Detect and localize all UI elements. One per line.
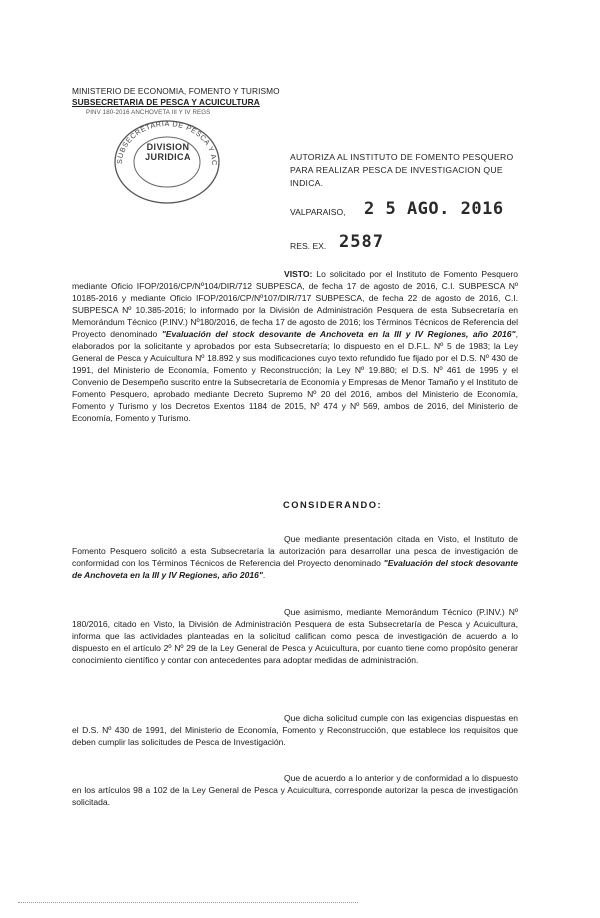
c1-text-a: Que mediante presentación citada en Visto, el Instituto de Fomento Pesquero solicitó a esta Subsecretaría la autorización para desarrollar una pesca de investigación de conformidad con los Términos Técnicos de Referencia del Proyecto denominado [72, 534, 518, 568]
ministry-name: MINISTERIO DE ECONOMIA, FOMENTO Y TURISMO [72, 86, 280, 96]
considerando-1 [72, 533, 518, 581]
subsecretaria-name: SUBSECRETARIA DE PESCA Y ACUICULTURA [72, 97, 260, 107]
considerando-3 [72, 712, 518, 748]
c1-project-name: "Evaluación del stock desovante de Anchoveta en la III y IV Regiones, año 2016" [72, 558, 518, 580]
resolution-title: AUTORIZA AL INSTITUTO DE FOMENTO PESQUERO PARA REALIZAR PESCA DE INVESTIGACION QUE INDICA. [290, 152, 514, 188]
visto-text-b: , elaborados por la solicitante y aprobados por esta Subsecretaría; lo dispuesto en el D.F.L. Nº 5 de 1983; la Ley General de Pesca y Acuicultura Nº 18.892 y sus modificaciones cuyo texto refundido fue fijado por el D.S. Nº 430 de 1991, del Ministerio de Economía, Fomento y Reconstrucción; la Ley Nº 19.880; el D.S. Nº 461 de 1995 y el Convenio de Desempeño suscrito entre la Subsecretaría de Economía y Empresas de Menor Tamaño y el Instituto de Fomento Pesquero, aprobado mediante Decreto Supremo Nº 20 del 2016, ambos del Ministerio de Economía, Fomento y Turismo y los Decretos Exentos 1184 de 2015, Nº 474 y Nº 569, ambos de 2016, del Ministerio de Economía, Fomento y Turismo. [72, 329, 518, 423]
considerando-4 [72, 772, 518, 808]
stamp-ring-text: SUBSECRETARIA DE PESCA Y AC [114, 118, 220, 166]
visto-lead: VISTO: [284, 269, 313, 279]
visto-project-name: "Evaluación del stock desovante de Anchoveta en la III y IV Regiones, año 2016" [161, 329, 516, 339]
considerando-heading: CONSIDERANDO: [283, 500, 383, 510]
considerando-2 [72, 606, 518, 666]
division-juridica-stamp [108, 112, 226, 204]
stamp-center [141, 142, 195, 162]
stamp-line-juridica: JURIDICA [145, 152, 191, 162]
letterhead [72, 86, 280, 108]
c1-text-b: . [262, 570, 266, 580]
c2-text: Que asimismo, mediante Memorándum Técnico (P.INV.) Nº 180/2016, citado en Visto, la División de Administración Pesquera de esta Subsecretaría de Pesca y Acuicultura, informa que las actividades planteadas en la solicitud califican como pesca de investigación de acuerdo a lo dispuesto en el artículo 2º Nº 29 de la Ley General de Pesca y Acuicultura, por cuanto tiene como propósito generar conocimiento científico y contar con antecedentes para adoptar medidas de administración. [72, 607, 518, 665]
visto-paragraph [72, 268, 518, 424]
resolution-label: RES. EX. [290, 241, 327, 251]
reference-code: PINV 180-2016 ANCHOVETA III Y IV REGS [86, 109, 211, 116]
footer-divider [18, 902, 358, 903]
c4-text: Que de acuerdo a lo anterior y de conformidad a lo dispuesto en los artículos 98 a 102 de la Ley General de Pesca y Acuicultura, corresponde autorizar la pesca de investigación solicitada. [72, 773, 518, 807]
resolution-number: 2587 [339, 232, 384, 252]
place-label: VALPARAISO, [290, 207, 346, 217]
visto-text-a: Lo solicitado por el Instituto de Fomento Pesquero mediante Oficio IFOP/2016/CP/Nº104/DIR/712 SUBPESCA, de fecha 17 de agosto de 2016, C.I. SUBPESCA Nº 10185-2016 y mediante Oficio IFOP/2016/CP/Nº107/DIR/717 SUBPESCA, de fecha 22 de agosto de 2016, C.I. SUBPESCA Nº 10.385-2016; lo informado por la División de Administración Pesquera de esta Subsecretaría en Memorándum Técnico (P.INV.) Nº180/2016, de fecha 17 de agosto de 2016; los Términos Técnicos de Referencia del Proyecto denominado [72, 269, 518, 339]
c3-text: Que dicha solicitud cumple con las exigencias dispuestas en el D.S. Nº 430 de 1991, del Ministerio de Economía, Fomento y Reconstrucción, que establece los requisitos que deben cumplir las solicitudes de Pesca de Investigación. [72, 713, 518, 747]
stamp-line-division: DIVISION [146, 142, 190, 152]
date-stamp: 2 5 AGO. 2016 [364, 199, 504, 219]
